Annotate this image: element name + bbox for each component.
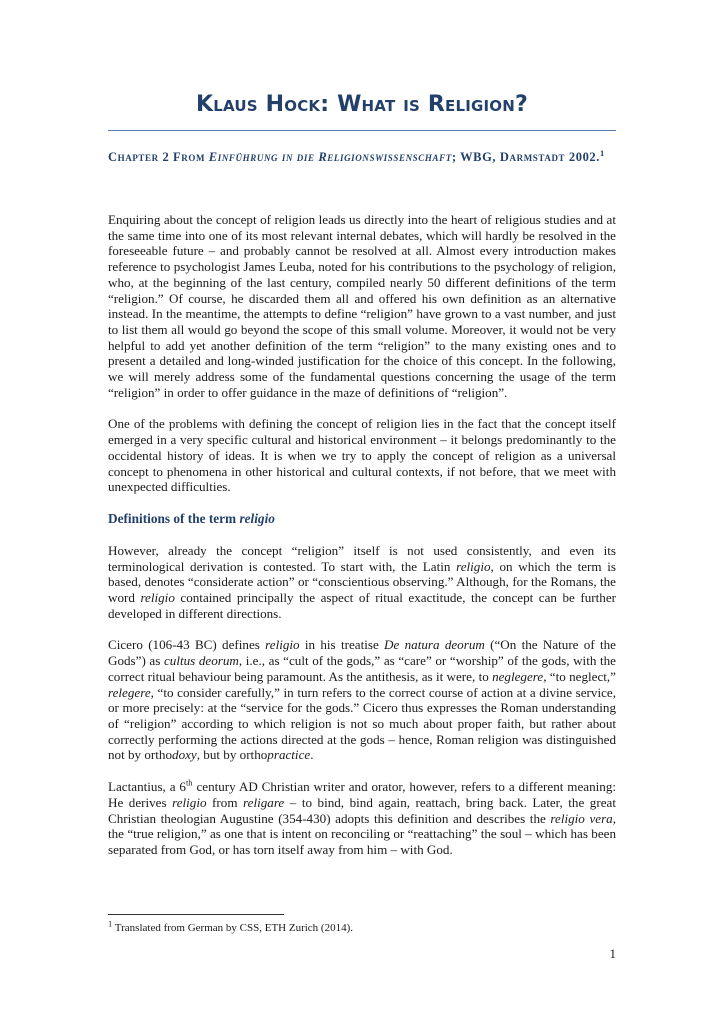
- emphasis: doxy: [172, 747, 197, 763]
- paragraph-5: [108, 779, 616, 858]
- section-heading-term: religio: [239, 510, 275, 526]
- latin-term: cultus deorum,: [163, 653, 243, 669]
- text-run: .: [310, 747, 314, 763]
- chapter-publisher: ; WBG, Darmstadt 2002.: [451, 150, 600, 164]
- book-title: Einführung in die Religionswissenschaft: [208, 150, 452, 164]
- page-number: 1: [609, 946, 616, 961]
- latin-term: religio: [140, 590, 175, 606]
- chapter-prefix: Chapter 2 From: [108, 150, 206, 164]
- text-run: i.e., as “cult of the gods,” as “care” or “worship” of the gods, with the correct ritual behaviour being paramount. As the antithesis, as it were, to: [108, 653, 616, 684]
- text-run: However, already the concept “religion” itself is not used consistently, and even its terminological derivation is contested. To start with, the Latin: [108, 542, 616, 574]
- title-divider: [108, 130, 616, 131]
- text-run: contained principally the aspect of ritual exactitude, the concept can be further developed in different directions.: [108, 590, 616, 621]
- body-text: [108, 212, 616, 874]
- text-run: from: [206, 794, 244, 810]
- text-run: in his treatise: [299, 637, 385, 653]
- text-run: Cicero (106-43 BC) defines: [108, 637, 266, 653]
- paragraph-3: [108, 543, 616, 622]
- text-run: on which the term is based, denotes “considerate action” or “conscientious observing.” Although, for the Romans, the word: [108, 558, 616, 606]
- latin-term: religare: [243, 794, 285, 810]
- latin-term: religio: [265, 637, 300, 653]
- chapter-heading: [108, 148, 616, 166]
- text-run: “to neglect,”: [546, 668, 616, 684]
- paragraph-4: [108, 637, 616, 763]
- section-heading-text: Definitions of the term: [108, 510, 240, 526]
- latin-term: religio: [172, 794, 207, 810]
- text-run: the “true religion,” as one that is intent on reconciling or “reattaching” the soul – which has been separated from God, or has torn itself away from him – with God.: [108, 826, 616, 857]
- text-run: , but by ortho: [196, 747, 268, 763]
- footnote-reference[interactable]: 1: [600, 147, 605, 158]
- footnote-text: Translated from German by CSS, ETH Zurich (2014).: [112, 922, 353, 934]
- latin-term: religio vera,: [550, 810, 616, 826]
- footnote: [108, 918, 616, 937]
- section-heading: [108, 511, 616, 527]
- text-run: “to consider carefully,” in turn refers to the correct course of action at a divine service, or more precisely: at the “service for the gods.” Cicero thus expresses the Roman understanding of “religion” according to which religion is not so much about proper faith, but rather about correctly performing the actions directed at the gods – hence, Roman religion was distinguished not by ortho: [108, 684, 616, 763]
- page-title: Klaus Hock: What is Religion?: [196, 92, 528, 117]
- text-run: Lactantius, a 6: [108, 779, 186, 795]
- text-run: century AD Christian writer and orator, however, refers to a different meaning: He derives: [108, 779, 616, 810]
- text-run: (“On the Nature of the Gods”) as: [108, 637, 616, 669]
- latin-term: relegere,: [108, 684, 154, 700]
- footnote-mark: 1: [108, 918, 113, 929]
- latin-term: neglegere,: [492, 668, 547, 684]
- latin-term: religio,: [456, 558, 494, 574]
- footnote-separator: [108, 914, 284, 915]
- paragraph-1: Enquiring about the concept of religion leads us directly into the heart of religious studies and at the same time into one of its most relevant internal debates, which will hardly be resolved in the foreseeable future – and probably cannot be resolved at all. Almost every introduction makes reference to psychologist James Leuba, noted for his contributions to the psychology of religion, who, at the beginning of the last century, compiled nearly 50 different definitions of the term “religion.” Of course, he discarded them all and offered his own definition as an alternative instead. In the meantime, the attempts to define “religion” have grown to a vast number, and just to list them all would go beyond the scope of this small volume. Moreover, it would not be very helpful to add yet another definition of the term “religion” to the many existing ones and to present a detailed and long-winded justification for the choice of this concept. In the following, we will merely address some of the fundamental questions concerning the usage of the term “religion” in order to offer guidance in the maze of definitions of “religion”.: [108, 212, 616, 400]
- treatise-title: De natura deorum: [384, 637, 485, 653]
- paragraph-2: One of the problems with defining the concept of religion lies in the fact that the concept itself emerged in a very specific cultural and historical environment – it belongs predominantly to the occidental history of ideas. It is when we try to apply the concept of religion as a universal concept to phenomena in other historical and cultural contexts, if not before, that we meet with unexpected difficulties.: [108, 416, 616, 495]
- ordinal-suffix: th: [185, 777, 193, 788]
- emphasis: practice: [267, 747, 311, 763]
- text-run: – to bind, bind again, reattach, bring back. Later, the great Christian theologian Augustine (354-430) adopts this definition and describes the: [108, 794, 616, 826]
